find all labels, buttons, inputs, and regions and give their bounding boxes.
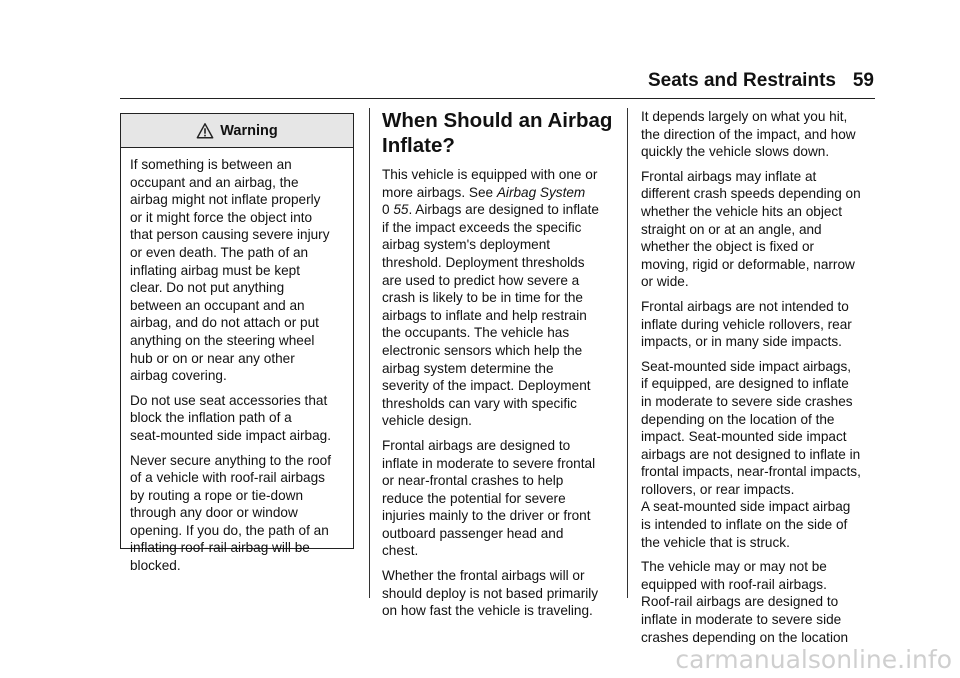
section-title-header: Seats and Restraints <box>648 70 836 91</box>
body-paragraph: Frontal airbags may inflate at different crash speeds depending on whether the vehicle hits an object straight on or at an angle, and whether the object is fixed or moving, rigid or deformable, narrow or wide. <box>641 168 861 290</box>
body-paragraph: Frontal airbags are designed to inflate in moderate to severe frontal or near-frontal crashes to help reduce the potential for severe injuries mainly to the driver or front outboard passenger head and chest. <box>382 437 596 559</box>
watermark: carmanualsonline.info <box>675 645 952 674</box>
warning-paragraph: Do not use seat accessories that block the inflation path of a seat-mounted side impact airbag. <box>130 392 331 443</box>
warning-title: Warning <box>220 122 278 139</box>
section-heading: When Should an Airbag Inflate? <box>382 109 613 157</box>
body-paragraph: The vehicle may or may not be equipped with roof-rail airbags. Roof-rail airbags are designed to inflate in moderate to severe side crashes depending on the location <box>641 559 849 645</box>
warning-header <box>121 114 353 148</box>
header-rule <box>120 98 875 99</box>
body-paragraph: Frontal airbags are not intended to inflate during vehicle rollovers, rear impacts, or in many side impacts. <box>641 298 852 350</box>
body-paragraph: Whether the frontal airbags will or should deploy is not based primarily on how fast the vehicle is traveling. <box>382 568 599 619</box>
warning-paragraph: If something is between an occupant and an airbag, the airbag might not inflate properly or it might force the object into that person causing severe injury or even death. The path of an inflating airbag must be kept clear. Do not put anything between an occupant and an airbag, and do not attach or put anything on the steering wheel hub or on or near any other airbag covering. <box>130 157 330 384</box>
cross-reference-link[interactable]: Airbag System <box>496 184 586 200</box>
page-number: 59 <box>852 70 874 91</box>
warning-triangle-icon <box>196 122 214 140</box>
page-reference-icon: 0 <box>382 202 390 218</box>
right-column <box>641 108 881 653</box>
warning-paragraph: Never secure anything to the roof of a vehicle with roof-rail airbags by routing a rope or tie-down through any door or window opening. If you do, the path of an inflating roof-rail airbag will be blocked. <box>130 452 331 574</box>
column-divider <box>369 108 370 598</box>
body-paragraph <box>382 166 622 430</box>
page-header <box>648 70 874 92</box>
column-divider <box>627 108 628 598</box>
middle-column <box>382 108 622 627</box>
text-run: This vehicle is equipped with one or more airbags. See <box>382 167 598 200</box>
body-paragraph: It depends largely on what you hit, the direction of the impact, and how quickly the vehicle slows down. <box>641 109 856 160</box>
reference-page-number[interactable]: 55 <box>393 202 409 218</box>
body-paragraph: Seat-mounted side impact airbags, if equipped, are designed to inflate in moderate to severe side crashes depending on the location of the impact. Seat-mounted side impact airbags are not designed to inflate in frontal impacts, near-frontal impacts, rollovers, or rear impacts. A seat-mounted side impact airbag is intended to inflate on the side of the vehicle that is struck. <box>641 358 861 550</box>
warning-body <box>121 148 353 575</box>
text-run: . Airbags are designed to inflate if the impact exceeds the specific airbag system's deployment threshold. Deployment thresholds are used to predict how severe a crash is likely to be in time for the airbags to inflate and help restrain the occupants. The vehicle has electronic sensors which help the airbag system determine the severity of the impact. Deployment thresholds can vary with specific vehicle design. <box>382 202 599 429</box>
warning-box <box>120 113 354 574</box>
